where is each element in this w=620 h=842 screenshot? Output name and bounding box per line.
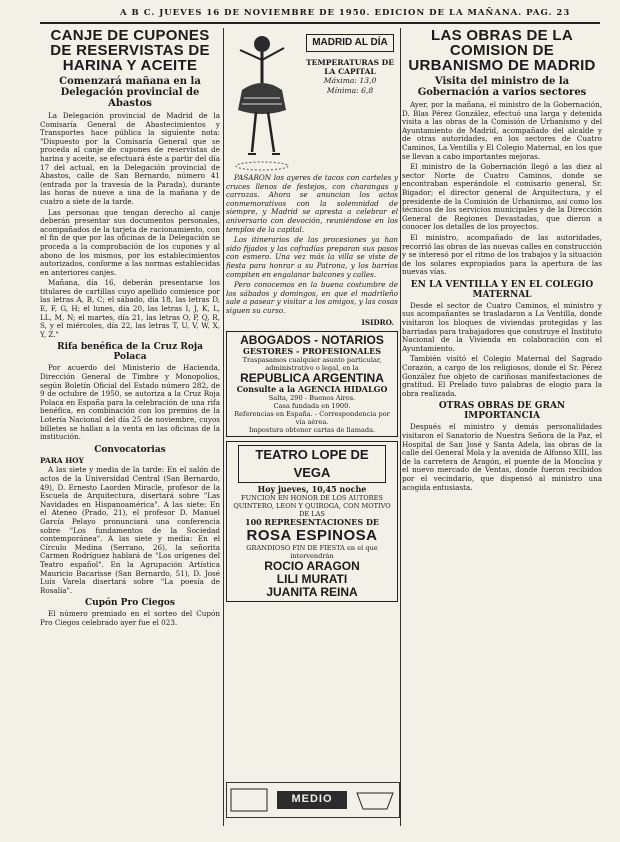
left-paragraph: Mañana, día 16, deberán presentarse los titulares de cartillas cuyo apellido comience por las letras A, B, C; el sábado, día 18, las letras D, E, F, G, H; el lunes, día 20, las letras I, J, K, L, LL, M, N; el martes, día 21, las letras O, P, Q, R, S, y el miércoles, día 22, las letras T, U, V, W, X, Y, Z."	[40, 278, 220, 339]
ad-address: Salta, 290 - Buenos Aires.	[268, 393, 356, 402]
right-paragraph: Desde el sector de Cuatro Caminos, el ministro y sus acompañantes se trasladaron a La Ventilla, donde visitaron los bloques de viviendas protegidas y las barriadas para trabajadores que construye el Instituto Nacional de la Vivienda en colaboración con el Ayuntamiento.	[402, 300, 602, 353]
column-separator	[223, 28, 224, 826]
ad-line: Referencias en España. - Correspondencia por vía aérea.	[234, 409, 390, 426]
middle-column	[226, 26, 398, 828]
artist-name: LILI MURATI	[276, 571, 348, 586]
left-paragraph: A las siete y media de la tarde: En el salón de actos de la Universidad Central (San Bernardo, 49), D. Ernesto Laorden Miracle, profesor de la Escuela de Arquitectura, disertará sobre "Las Navidades en Hispanoamérica". A las siete: En el Ateneo (Prado, 21), el profesor D. Manuel García Pelayo pronunciará una conferencia sobre "Los fundamentos de la Sociedad contemporánea". A las siete y media: En el Círculo Medina (Serrano, 26), la señorita Carmen Rodríguez hablará de "Los orígenes del Teatro español". En la Agrupación Artística Mauricio Bacarisse (San Bernardo, 51), D. José Luis Varela disertará sobre "La poesía de Rosalía".	[40, 465, 220, 595]
left-paragraph: Por acuerdo del Ministerio de Hacienda, Dirección General de Timbre y Monopolios, según Boletín Oficial del Estado número 282, de 9 de octubre de 1950, se autoriza a la Cruz Roja Polaca en España para la celebración de una rifa benéfica, en combinación con los premios de la Lotería Nacional del día 25 de noviembre, cuyos billetes se hallan a la venta en las oficinas de la institución.	[40, 363, 220, 442]
ad-title: ABOGADOS - NOTARIOS	[240, 332, 384, 347]
right-subhead: Visita del ministro de la Gobernación a varios sectores	[417, 76, 587, 98]
right-column	[402, 26, 602, 828]
ad-country: REPUBLICA ARGENTINA	[240, 370, 384, 385]
temp-min: Mínima: 6,8	[326, 86, 374, 95]
dancer-illustration	[226, 28, 298, 174]
page-header: A B C. JUEVES 16 DE NOVIEMBRE DE 1950. EDICION DE LA MAÑANA. PAG. 23	[120, 8, 571, 18]
column-separator	[400, 28, 401, 826]
madrid-al-dia-title: MADRID AL DÍA	[306, 34, 394, 52]
ad-line: Casa fundada en 1900.	[273, 401, 351, 410]
ad-line: Consulte a la AGENCIA HIDALGO	[236, 383, 388, 394]
theatre-line: FUNCION EN HONOR DE LOS AUTORES QUINTERO, LEON Y QUIROGA, CON MOTIVO DE LAS	[233, 493, 391, 518]
left-subhead: Comenzará mañana en la Delegación provincial de Abastos	[59, 76, 201, 109]
left-paragraph: El número premiado en el sorteo del Cupón Pro Ciegos celebrado ayer fue el 023.	[40, 609, 220, 627]
right-paragraph: El ministro, acompañado de las autoridades, recorrió las obras de las nuevas calles en construcción y se interesó por el ritmo de los trabajos y la situación de los solares expropiados para la apertura de las nuevas vías.	[402, 232, 602, 277]
dancer-figure-icon	[226, 28, 298, 174]
left-column	[40, 26, 220, 828]
middle-paragraph: Pero conocemos en la buena costumbre de los sábados y domingos, en que el madrileño sale a pasear y visitar a los amigos, y las cosas siguen su curso.	[226, 280, 398, 315]
footer-ad-text: MEDIO	[291, 793, 333, 805]
temperaturas-title: TEMPERATURAS DE LA CAPITAL	[305, 58, 395, 76]
theatre-ad	[226, 441, 398, 602]
left-headline: CANJE DE CUPONES DE RESERVISTAS DE HARINA Y ACEITE	[50, 27, 210, 74]
cupon-heading: Cupón Pro Ciegos	[85, 598, 175, 609]
middle-paragraph: PASARON los ayeres de tacos con carteles y cruces llenos de festejos, con charangas y carrozas. Ahora se anuncian los actos conmemorativos con la solemnidad de siempre, y Madrid se apresta a celebrar el aniversario con devoción, reuniéndose en los templos de la capital.	[226, 173, 398, 234]
theatre-line: GRANDIOSO FIN DE FIESTA en el que intervendrán	[246, 543, 378, 560]
theatre-when: Hoy jueves, 10,45 noche	[257, 483, 367, 494]
left-paragraph: La Delegación provincial de Madrid de la Comisaría General de Abastecimientos y Transportes hace pública la siguiente nota: "Dispuesto por la Comisaría General que se proceda al canje de cupones de reservistas de harina y aceite, se efectuará éste a partir del día 17 del actual, en la Delegación provincial de Abastos, calle de San Bernardo, número 41 (entrada por la travesía de la Parada), durante las horas de nueve a una de la mañana y de cuatro a siete de la tarde.	[40, 111, 220, 206]
play-title: ROSA ESPINOSA	[246, 526, 378, 544]
right-paragraph: También visitó el Colegio Maternal del Sagrado Corazón, a cargo de los religiosos, donde el Sr. Pérez González fue objeto de cariñosas manifestaciones de gratitud. El Prelado tuvo palabras de elogio para la obra realizada.	[402, 354, 602, 398]
abogados-ad	[226, 331, 398, 437]
middle-paragraph: Los itinerarios de las procesiones ya han sido fijados y las cofradías preparan sus pasos con esmero. Una vez más la villa se viste de fiesta para honrar a su Patrona, y los barrios compiten en engalanar balcones y calles.	[226, 235, 398, 279]
right-paragraph: Después el ministro y demás personalidades visitaron el Sanatorio de Nuestra Señora de la Paz, el Hospital de San José y Santa Adela, las obras de la calle del General Mola y la avenida de Alfonso XIII, las de la carretera de Aragón, el puente de la Moncloa y el nuevo mercado de Ventas, donde fueron recibidos por el vecindario, que dispensó al ministro una acogida entusiasta.	[402, 422, 602, 492]
footer-ad-strip	[226, 782, 400, 818]
theatre-name: TEATRO LOPE DE VEGA	[238, 445, 386, 483]
ad-line: GESTORES - PROFESIONALES	[243, 345, 381, 356]
otras-obras-heading: OTRAS OBRAS DE GRAN IMPORTANCIA	[438, 401, 566, 422]
right-paragraph: El ministro de la Gobernación llegó a las diez al sector Norte de Cuatro Caminos, donde se encontraban esperándole el comisario general, Sr. Bigador; el director general de Arquitectura, y el presidente de la Comisión de Urbanismo, así como los técnicos de los servicios municipales y de la Dirección General de Regiones Devastadas, que dieron a conocer los detalles de los proyectos.	[402, 162, 602, 232]
weather-box	[302, 28, 398, 174]
ad-line: Traspasamos cualquier asunto particular, administrativo o legal, en la	[242, 355, 382, 372]
theatre-line: 100 REPRESENTACIONES DE	[245, 516, 379, 527]
ventilla-heading: EN LA VENTILLA Y EN EL COLEGIO MATERNAL	[410, 279, 594, 300]
para-hoy-label: PARA HOY	[40, 455, 84, 465]
right-headline: LAS OBRAS DE LA COMISION DE URBANISMO DE MADRID	[408, 27, 596, 74]
header-rule	[40, 22, 600, 24]
left-paragraph: Las personas que tengan derecho al canje deberán presentar sus documentos personales, acompañados de la tarjeta de racionamiento, con el fin de que por las oficinas de la Delegación se proceda a la comprobación de los cupones y al abono de los mismos, por los establecimientos autorizados, conforme a las normas establecidas en anteriores canjes.	[40, 207, 220, 277]
convocatorias-heading: Convocatorias	[94, 444, 166, 455]
artist-name: ROCIO ARAGON	[264, 558, 360, 573]
temp-max: Máxima: 13,0	[323, 76, 377, 85]
right-paragraph: Ayer, por la mañana, el ministro de la Gobernación, D. Blas Pérez González, efectuó una larga y detenida visita a las obras de la Comisión de Urbanismo y del Ayuntamiento de Madrid, acompañado del alcalde y de otras autoridades, en los sectores de Cuatro Caminos, La Ventilla y El Colegio Maternal, en los que se llevan a cabo importantes mejoras.	[402, 100, 602, 161]
artist-name: JUANITA REINA	[266, 584, 358, 599]
byline: ISIDRO.	[361, 317, 394, 327]
cruz-roja-heading: Rifa benéfica de la Cruz Roja Polaca	[57, 342, 203, 363]
ad-line: Impostura obtener cartas de llamada.	[248, 425, 376, 434]
weather-section	[226, 28, 398, 174]
